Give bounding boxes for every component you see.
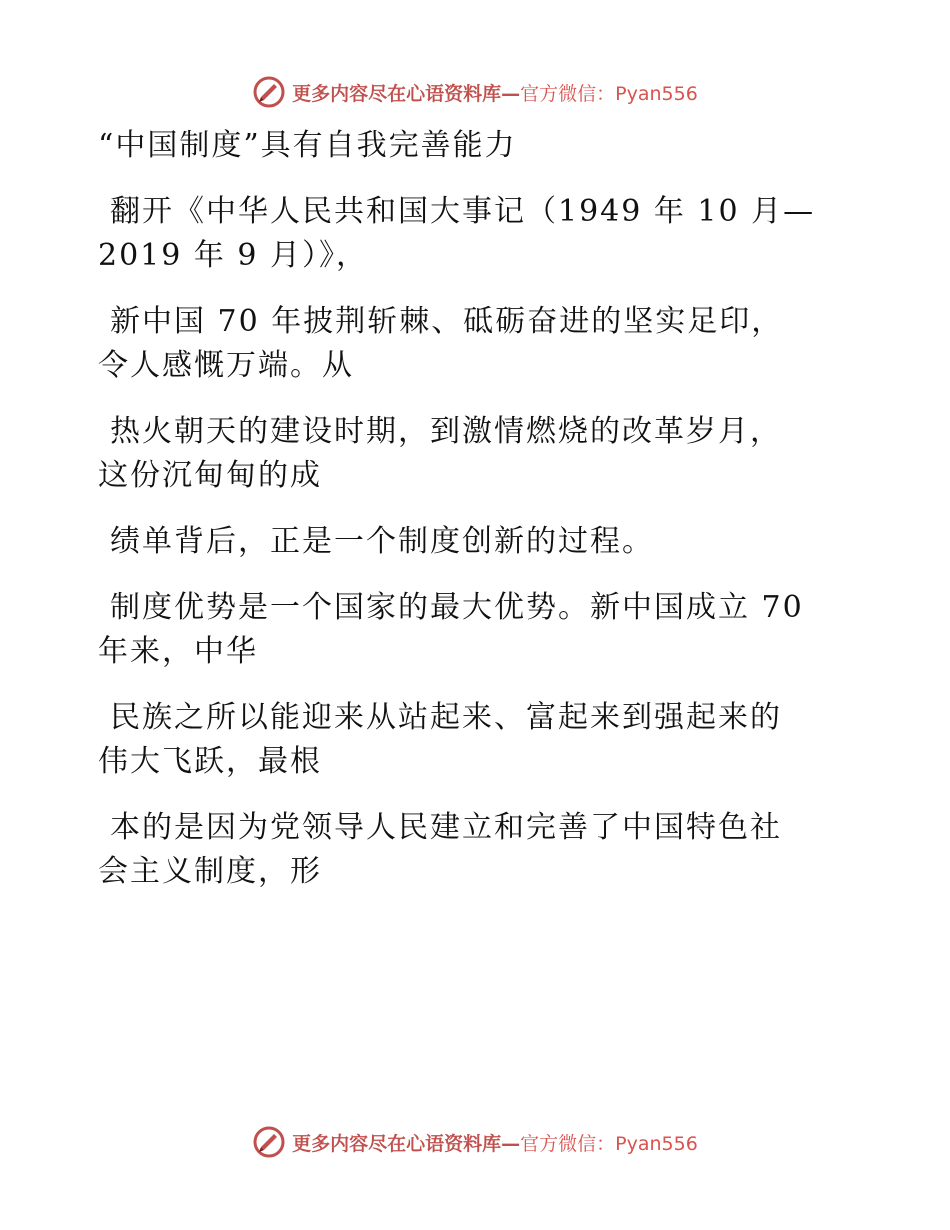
watermark-wechat: 官方微信：Pyan556 [520, 82, 698, 105]
paragraph-line: 制度优势是一个国家的最大优势。新中国成立 70 [110, 590, 804, 625]
paragraph-line: 2019 年 9 月）》， [98, 238, 369, 273]
watermark-text: 更多内容尽在心语资料库— [292, 1132, 521, 1155]
paragraph-line: 翻开《中华人民共和国大事记（1949 年 10 月— [110, 194, 816, 229]
watermark-wechat: 官方微信：Pyan556 [520, 1132, 698, 1155]
header-watermark [0, 72, 950, 112]
paragraph-line: 令人感慨万端。从 [98, 348, 354, 383]
paragraph-3 [98, 410, 858, 498]
paragraph-line: 民族之所以能迎来从站起来、富起来到强起来的 [110, 700, 782, 735]
paragraph-6 [98, 696, 858, 784]
paragraph-7 [98, 806, 858, 894]
document-body [98, 124, 858, 916]
pen-logo-icon [252, 1125, 286, 1159]
paragraph-line: 会主义制度，形 [98, 854, 322, 889]
paragraph-5 [98, 586, 858, 674]
pen-logo-icon [252, 75, 286, 109]
paragraph-1 [98, 190, 858, 278]
paragraph-line: 绩单背后，正是一个制度创新的过程。 [110, 524, 654, 559]
watermark-text: 更多内容尽在心语资料库— [292, 82, 521, 105]
paragraph-line: 这份沉甸甸的成 [98, 458, 322, 493]
paragraph-line: 年来，中华 [98, 634, 258, 669]
paragraph-line: 本的是因为党领导人民建立和完善了中国特色社 [110, 810, 782, 845]
document-title: “中国制度”具有自我完善能力 [98, 128, 517, 163]
paragraph-line: 热火朝天的建设时期，到激情燃烧的改革岁月， [110, 414, 782, 449]
footer-watermark [0, 1122, 950, 1162]
paragraph-2 [98, 300, 858, 388]
paragraph-line: 伟大飞跃，最根 [98, 744, 322, 779]
paragraph-line: 新中国 70 年披荆斩棘、砥砺奋进的坚实足印， [110, 304, 784, 339]
paragraph-4 [98, 520, 858, 564]
